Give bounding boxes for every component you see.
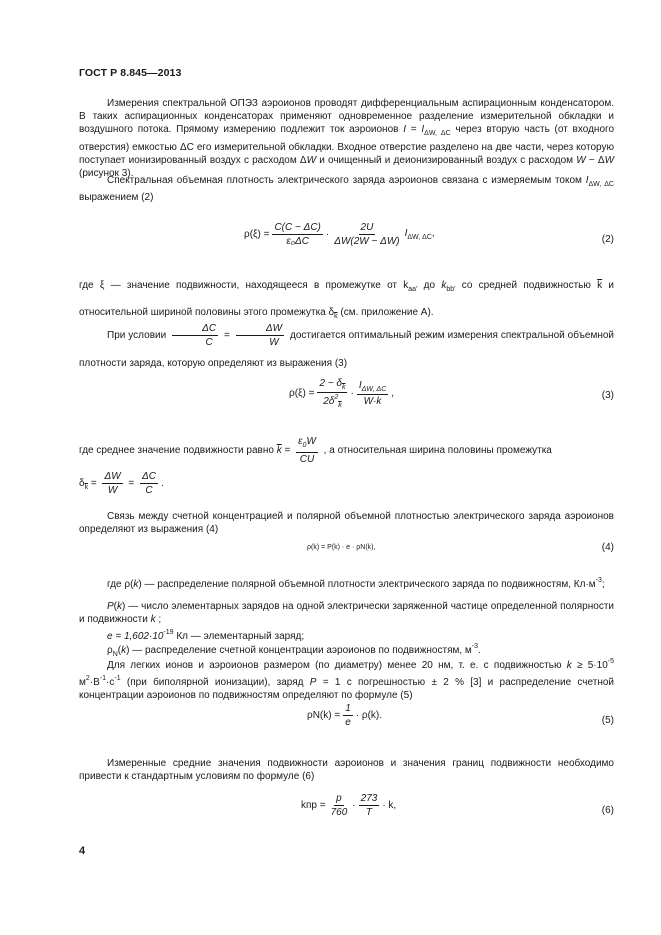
equation-6: kпр = $\frac{p}{760}$ · $\frac{273}{T}$ · k, (6) [301, 793, 614, 818]
equation-number: (4) [601, 542, 614, 553]
equation-5: ρN(k) = $\frac{1}{e}$ · ρ(k). (5) [307, 703, 614, 728]
equation-number: (5) [601, 715, 614, 726]
equation-number: (6) [601, 805, 614, 816]
equation-number: (2) [601, 234, 614, 245]
equation-number: (3) [601, 390, 614, 401]
definition-e: $e = 1,602\cdot 10^{-19}$ Кл — элементарный заряд; [107, 629, 305, 642]
definition-rho: где ρ(k) — распределение полярной объемной плотности электрического заряда по подвижностям, $Кл\cdot м^{-3}$; [107, 577, 605, 590]
formula-half-width: $\delta_{\overline{k}}$ = $\frac{\Delta W}{W}$ = $\frac{\Delta C}{C}$ . [79, 470, 164, 496]
document-header: ГОСТ Р 8.845—2013 [79, 67, 182, 79]
paragraph-standard-conditions: Измеренные средние значения подвижности аэроионов и значения границ подвижности необходимо привести к стандартным условиям по формуле (6) [79, 758, 614, 783]
equation-4: ρ(k) = P(k) · e · ρN(k), (4) [307, 542, 614, 553]
page-number: 4 [79, 845, 86, 857]
paragraph-intro: Измерения спектральной ОПЭЗ аэроионов проводят дифференциальным аспирационным конденсатором. В таких аспирационных конденсаторах применяют одновременное разделение измерительной обкладки и воздушного потока. Прямому измерению подлежит ток аэроионов $I = I_{\Delta W, \Delta C}$ через вторую часть (от входного отверстия) емкостью ΔC его измерительной обкладки. Входное отверстие разделено на две части, через которую поступает ионизированный воздух с расходом ΔW и очищенный и деионизированный воздух с расходом W − ΔW (рисунок 3). [79, 98, 615, 180]
paragraph-light-ions: Для легких ионов и аэроионов размером (по диаметру) менее 20 нм, т. е. с подвижностью $k \ge 5\cdot 10^{-5}$ $м^2\cdot В^{-1}\cdot с^{-1}$ (при биполярной ионизации), заряд P = 1 с погрешностью ± 2 % [3] и распределение счетной концентрации аэроионов по подвижностям определяют по формуле (5) [79, 658, 614, 702]
paragraph-relation: Связь между счетной концентрацией и полярной объемной плотностью электрического заряда аэроионов определяют из выражения (4) [79, 511, 614, 536]
paragraph-condition: При условии $\frac{\Delta C}{C}$ = $\frac{\Delta W}{W}$ достигается оптимальный режим измерения спектральной объемной плотности заряда, которую определяют из выражения (3) [79, 322, 614, 369]
paragraph-mean-mobility: где среднее значение подвижности равно $\overline{k}$ = $\frac{\varepsilon_0W}{CU}$ , а относительная ширина половины промежутка [79, 436, 552, 465]
paragraph-where-xi: где ξ — значение подвижности, находящееся в промежутке от $k_{aa'}$ до $k_{bb'}$ со средней подвижностью $\overline{k}$ и относительной шириной половины этого промежутка $\delta_{\overline{k}}$ (см. приложение А). [79, 280, 615, 320]
definition-rhon: $\rho_N(k)$ — распределение счетной концентрации аэроионов по подвижностям, $м^{-3}$. [107, 643, 481, 658]
equation-2: ρ(ξ) = $\frac{C(C - \Delta C)}{\text{ε₀ΔC}}$ · $\frac{2U}{\Delta W(2W - \Delta W)}$ $I_{\Delta W, \Delta C}$, (2) [244, 222, 614, 247]
paragraph-spectral-density: Спектральная объемная плотность электрического заряда аэроионов связана с измеряемым током $I_{\Delta W, \Delta C}$ выражением (2) [79, 175, 614, 204]
definition-p: P(k) — число элементарных зарядов на одной электрически заряженной частице определенной полярности и подвижности k ; [79, 601, 614, 626]
equation-3: ρ(ξ) = $\frac{2 - \delta_{\overline{k}}}{2\delta^2_{\overline{k}}}$ · $\frac{I_{\Delta W, \Delta C}}{W\cdot k}$ , (3) [289, 378, 614, 409]
